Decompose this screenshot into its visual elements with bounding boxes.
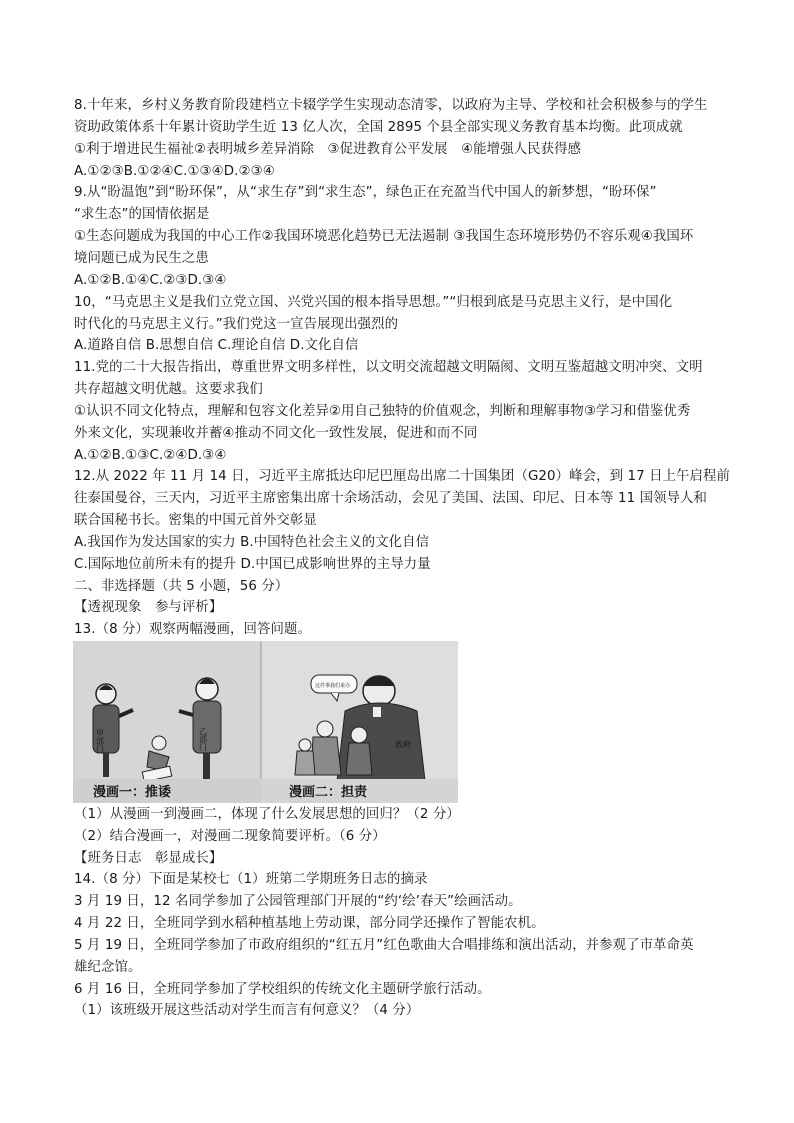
q12-options-ab: A.我国作为发达国家的实力 B.中国特色社会主义的文化自信: [74, 535, 430, 550]
q11-line-1: 11.党的二十大报告指出，尊重世界文明多样性，以文明交流超越文明隔阂、文明互鉴超越文明冲突、文明: [74, 360, 703, 375]
q11-line-2: 共存超越文明优越。这要求我们: [74, 382, 263, 397]
q10-line-1: 10，“马克思主义是我们立党立国、兴党兴国的根本指导思想。”“归根到底是马克思主义行，是中国化: [74, 295, 673, 310]
q8-line-2: 资助政策体系十年累计资助学生近 13 亿人次，全国 2895 个县全部实现义务教育基本均衡。此项成就: [74, 120, 683, 135]
cartoon-image: [73, 641, 458, 803]
cartoon-illustration: [73, 641, 458, 803]
q10-line-2: 时代化的马克思主义行。”我们党这一宣告展现出强烈的: [74, 317, 399, 332]
q9-statements-2: 境问题已成为民生之患: [74, 251, 209, 266]
panel2-caption: 漫画二：担责: [289, 785, 368, 800]
q14-sub1: （1）该班级开展这些活动对学生而言有何意义？（4 分）: [74, 1003, 420, 1018]
dept-b-label: 乙部门: [198, 727, 208, 751]
panel1-caption: 漫画一：推诿: [93, 785, 172, 800]
q8-statements: ①利于增进民生福祉②表明城乡差异消除 ③促进教育公平发展 ④能增强人民获得感: [74, 142, 582, 157]
q11-statements-2: 外来文化，实现兼收并蓄④推动不同文化一致性发展，促进和而不同: [74, 426, 478, 441]
q11-options: A.①②B.①③C.②④D.③④: [74, 448, 227, 463]
q13-sub2: （2）结合漫画一，对漫画二现象简要评析。（6 分）: [74, 829, 386, 844]
coat-label: 政府: [395, 740, 411, 749]
q9-line-1: 9.从“盼温饱”到“盼环保”，从“求生存”到“求生态”，绿色正在充盈当代中国人的新梦想，“盼环保”: [74, 185, 657, 200]
diary-entry-may-1: 5 月 19 日，全班同学参加了市政府组织的“红五月”红色歌曲大合唱排练和演出活动，并参观了市革命英: [74, 938, 694, 953]
q12-line-1: 12.从 2022 年 11 月 14 日，习近平主席抵达印尼巴厘岛出席二十国集团（G20）峰会，到 17 日上午启程前: [74, 469, 731, 484]
q9-statements-1: ①生态问题成为我国的中心工作②我国环境恶化趋势已无法遏制 ③我国生态环境形势仍不容乐观④我国环: [74, 229, 694, 244]
q9-options: A.①②B.①④C.②③D.③④: [74, 273, 227, 288]
q10-options: A.道路自信 B.思想自信 C.理论自信 D.文化自信: [74, 338, 359, 353]
q11-statements-1: ①认识不同文化特点，理解和包容文化差异②用自己独特的价值观念，判断和理解事物③学习和借鉴优秀: [74, 404, 691, 419]
q12-options-cd: C.国际地位前所未有的提升 D.中国已成影响世界的主导力量: [74, 557, 431, 572]
dept-a-label: 甲部门: [95, 729, 105, 753]
section-heading-observe: 【透视现象 参与评析】: [74, 600, 223, 615]
q8-options: A.①②③B.①②④C.①③④D.②③④: [74, 164, 275, 179]
q14-prompt: 14.（8 分）下面是某校七（1）班第二学期班务日志的摘录: [74, 872, 428, 887]
diary-entry-april: 4 月 22 日，全班同学到水稻种植基地上劳动课，部分同学还操作了智能农机。: [74, 916, 545, 931]
section-two-heading: 二、非选择题（共 5 小题，56 分）: [74, 579, 289, 594]
q13-sub1: （1）从漫画一到漫画二，体现了什么发展思想的回归？（2 分）: [74, 807, 460, 822]
section-heading-diary: 【班务日志 彰显成长】: [74, 851, 223, 866]
q8-line-1: 8.十年来，乡村义务教育阶段建档立卡辍学学生实现动态清零，以政府为主导、学校和社会积极参与的学生: [74, 98, 708, 113]
q12-line-3: 联合国秘书长。密集的中国元首外交彰显: [74, 513, 317, 528]
diary-entry-june: 6 月 16 日，全班同学参加了学校组织的传统文化主题研学旅行活动。: [74, 982, 491, 997]
bubble-text: 这件事我们来办: [315, 683, 351, 689]
diary-entry-march: 3 月 19 日，12 名同学参加了公园管理部门开展的“约‘绘’春天”绘画活动。: [74, 894, 522, 909]
q13-prompt: 13.（8 分）观察两幅漫画，回答问题。: [74, 622, 311, 637]
q9-line-2: “求生态”的国情依据是: [74, 207, 210, 222]
q12-line-2: 往泰国曼谷，三天内，习近平主席密集出席十余场活动，会见了美国、法国、印尼、日本等 11 国领导人和: [74, 491, 708, 506]
diary-entry-may-2: 雄纪念馆。: [74, 960, 142, 975]
